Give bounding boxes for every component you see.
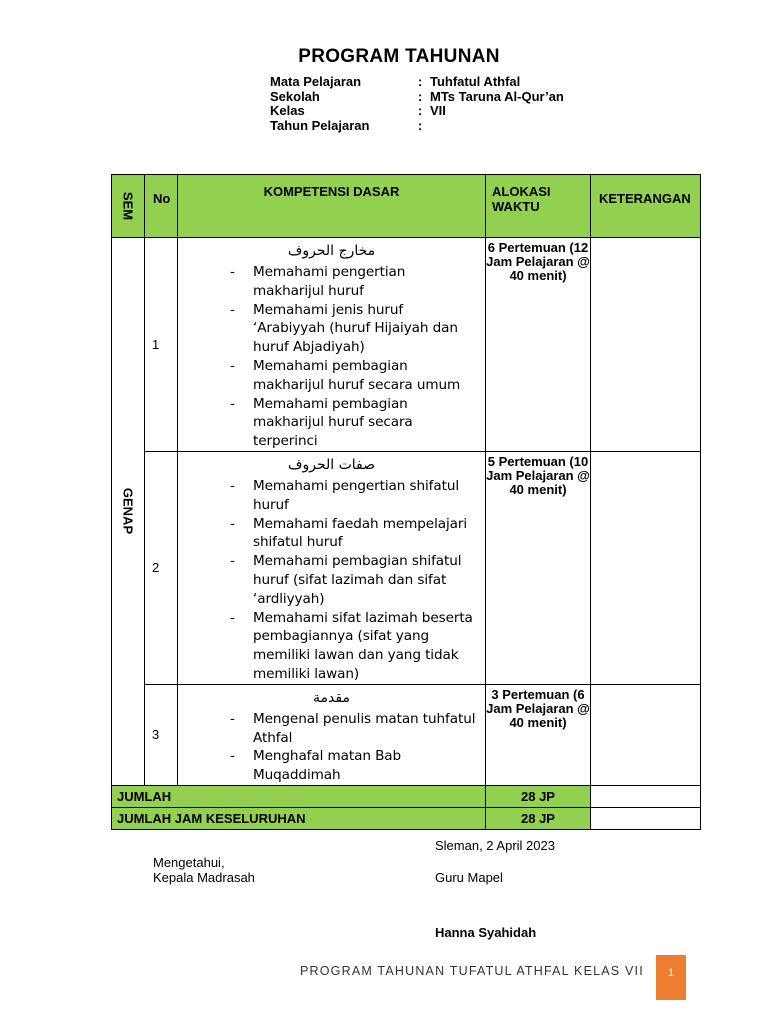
list-item bbox=[178, 395, 485, 451]
list-item bbox=[178, 710, 485, 748]
program-table bbox=[111, 174, 701, 830]
list-item bbox=[178, 609, 485, 684]
list-item-text: Memahami pembagian makharijul huruf secara umum bbox=[253, 357, 461, 393]
total-blank bbox=[591, 785, 701, 807]
list-item-text: Mengenal penulis matan tuhfatul Athfal bbox=[253, 710, 476, 746]
list-dash: - bbox=[230, 515, 235, 532]
table-row bbox=[112, 684, 701, 785]
info-label: Sekolah bbox=[270, 88, 320, 104]
info-value: MTs Taruna Al-Qur’an bbox=[430, 88, 564, 104]
kompetensi-cell bbox=[178, 451, 486, 684]
keterangan-cell bbox=[591, 684, 701, 785]
header-no: No bbox=[145, 175, 178, 238]
page-footer-text: PROGRAM TAHUNAN TUFATUL ATHFAL KELAS VII bbox=[300, 964, 644, 978]
list-item bbox=[178, 747, 485, 785]
grand-total-blank bbox=[591, 807, 701, 829]
header-kompetensi-dasar: KOMPETENSI DASAR bbox=[178, 175, 486, 238]
mengetahui-label: Mengetahui, bbox=[153, 855, 225, 870]
arabic-heading: مقدمة bbox=[313, 689, 350, 706]
keterangan-cell bbox=[591, 238, 701, 452]
info-row-tahun-pelajaran bbox=[270, 119, 564, 134]
row-number: 1 bbox=[145, 238, 178, 452]
info-label: Kelas bbox=[270, 103, 305, 118]
list-item-text: Memahami pengertian shifatul huruf bbox=[253, 477, 460, 513]
list-item-text: Menghafal matan Bab Muqaddimah bbox=[253, 748, 402, 784]
list-item-text: Memahami jenis huruf ‘Arabiyyah (huruf Hijaiyah dan huruf Abjadiyah) bbox=[253, 301, 458, 356]
signer-name: Hanna Syahidah bbox=[435, 925, 537, 940]
kompetensi-list bbox=[178, 477, 485, 684]
list-dash: - bbox=[230, 553, 235, 570]
list-item-text: Memahami pembagian makharijul huruf secara terperinci bbox=[253, 395, 413, 450]
list-item bbox=[178, 357, 485, 395]
place-date: Sleman, 2 April 2023 bbox=[435, 838, 555, 853]
list-item-text: Memahami pembagian shifatul huruf (sifat lazimah dan sifat ‘ardliyyah) bbox=[253, 553, 462, 607]
total-value: 28 JP bbox=[486, 785, 591, 807]
arabic-heading: مخارج الحروف bbox=[287, 243, 376, 259]
info-block bbox=[270, 75, 564, 133]
list-item bbox=[178, 515, 485, 553]
arabic-heading: صفات الحروف bbox=[287, 456, 376, 473]
total-label: JUMLAH bbox=[112, 785, 486, 807]
kompetensi-cell bbox=[178, 238, 486, 452]
header-sem-label: SEM bbox=[120, 191, 136, 221]
info-colon: : bbox=[418, 74, 423, 89]
header-keterangan: KETERANGAN bbox=[591, 175, 701, 238]
list-item bbox=[178, 263, 485, 301]
header-sem bbox=[112, 175, 145, 238]
list-dash: - bbox=[230, 264, 235, 280]
info-colon: : bbox=[418, 88, 423, 104]
list-item-text: Memahami sifat lazimah beserta pembagiannya (sifat yang memiliki lawan dan yang tidak memiliki lawan) bbox=[253, 609, 473, 682]
list-item-text: Memahami pengertian makharijul huruf bbox=[253, 264, 406, 299]
info-row-mata-pelajaran bbox=[270, 75, 564, 90]
grand-total-label: JUMLAH JAM KESELURUHAN bbox=[112, 807, 486, 829]
info-row-sekolah bbox=[270, 90, 564, 105]
alokasi-cell: 3 Pertemuan (6 Jam Pelajaran @ 40 menit) bbox=[486, 684, 591, 785]
list-item-text: Memahami faedah mempelajari shifatul huruf bbox=[253, 515, 468, 551]
info-label: Mata Pelajaran bbox=[270, 74, 362, 89]
kompetensi-list bbox=[178, 710, 485, 785]
info-value: Tuhfatul Athfal bbox=[430, 74, 521, 89]
list-dash: - bbox=[230, 609, 235, 626]
page-title: PROGRAM TAHUNAN bbox=[298, 46, 500, 67]
info-row-kelas bbox=[270, 104, 564, 119]
list-dash: - bbox=[230, 357, 235, 374]
list-dash: - bbox=[230, 710, 235, 727]
info-colon: : bbox=[418, 103, 423, 118]
grand-total-row bbox=[112, 807, 701, 829]
header-alokasi-waktu: ALOKASI WAKTU bbox=[486, 175, 591, 238]
table-row bbox=[112, 451, 701, 684]
list-item bbox=[178, 477, 485, 515]
list-dash: - bbox=[230, 477, 235, 494]
list-dash: - bbox=[230, 301, 235, 318]
total-row bbox=[112, 785, 701, 807]
grand-total-value: 28 JP bbox=[486, 807, 591, 829]
alokasi-cell: 5 Pertemuan (10 Jam Pelajaran @ 40 menit) bbox=[486, 451, 591, 684]
list-dash: - bbox=[230, 748, 235, 765]
table-header-row bbox=[112, 175, 701, 238]
row-number: 3 bbox=[145, 684, 178, 785]
semester-label: GENAP bbox=[120, 488, 136, 535]
guru-mapel-label: Guru Mapel bbox=[435, 870, 503, 885]
kompetensi-list bbox=[178, 263, 485, 451]
info-value: VII bbox=[430, 103, 446, 118]
kompetensi-cell bbox=[178, 684, 486, 785]
alokasi-cell: 6 Pertemuan (12 Jam Pelajaran @ 40 menit) bbox=[486, 238, 591, 452]
list-item bbox=[178, 552, 485, 608]
info-colon: : bbox=[418, 117, 423, 133]
table-row bbox=[112, 238, 701, 452]
row-number: 2 bbox=[145, 451, 178, 684]
list-item bbox=[178, 301, 485, 357]
list-dash: - bbox=[230, 395, 235, 412]
info-label: Tahun Pelajaran bbox=[270, 117, 370, 133]
page-number: 1 bbox=[656, 955, 686, 1000]
keterangan-cell bbox=[591, 451, 701, 684]
semester-cell bbox=[112, 238, 145, 786]
kepala-madrasah-label: Kepala Madrasah bbox=[153, 870, 255, 885]
